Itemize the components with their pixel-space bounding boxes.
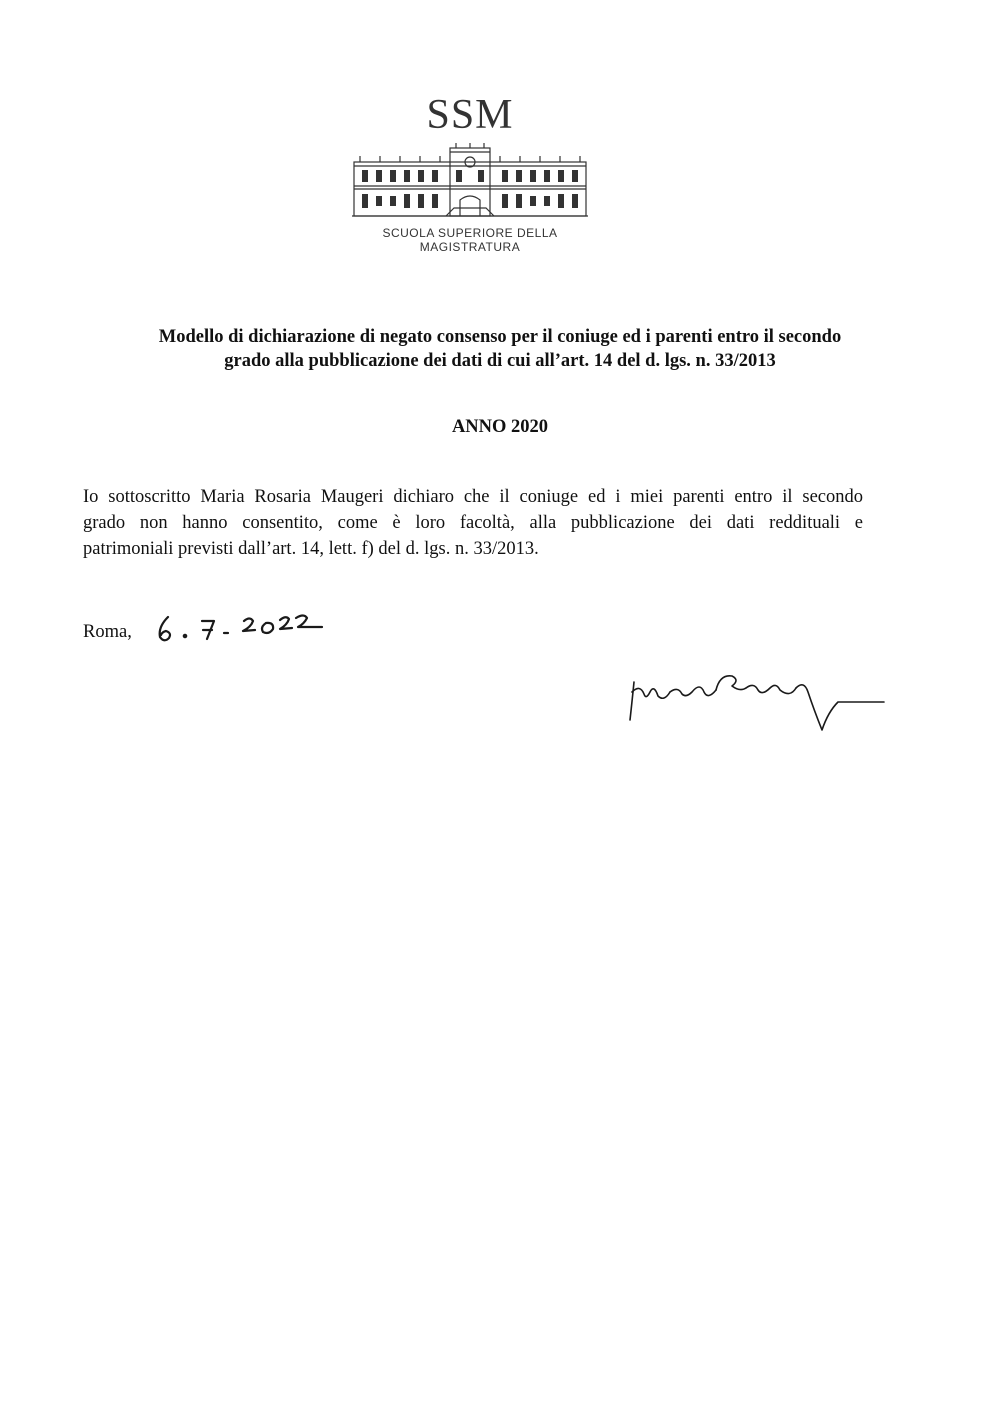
declaration-paragraph xyxy=(83,484,863,562)
handwritten-date xyxy=(152,607,332,647)
year-heading: ANNO 2020 xyxy=(451,417,549,437)
document-title xyxy=(60,325,940,373)
logo-acronym: SSM xyxy=(426,92,514,138)
building-logo-icon xyxy=(350,142,590,220)
school-name: SCUOLA SUPERIORE DELLA MAGISTRATURA xyxy=(382,226,558,254)
declaration-line-3: patrimoniali previsti dall’art. 14, lett. f) del d. lgs. n. 33/2013. xyxy=(83,539,539,559)
place-label: Roma, xyxy=(83,622,132,642)
title-line-1: Modello di dichiarazione di negato consenso per il coniuge ed i parenti entro il secondo xyxy=(158,327,842,347)
signature xyxy=(620,662,890,742)
title-line-2: grado alla pubblicazione dei dati di cui all’art. 14 del d. lgs. n. 33/2013 xyxy=(224,351,776,371)
letterhead xyxy=(340,92,600,254)
declaration-line-1: Io sottoscritto Maria Rosaria Maugeri dichiaro che il coniuge ed i miei parenti entro il secondo xyxy=(83,487,863,507)
declaration-line-2: grado non hanno consentito, come è loro facoltà, alla pubblicazione dei dati reddituali e xyxy=(83,513,863,533)
